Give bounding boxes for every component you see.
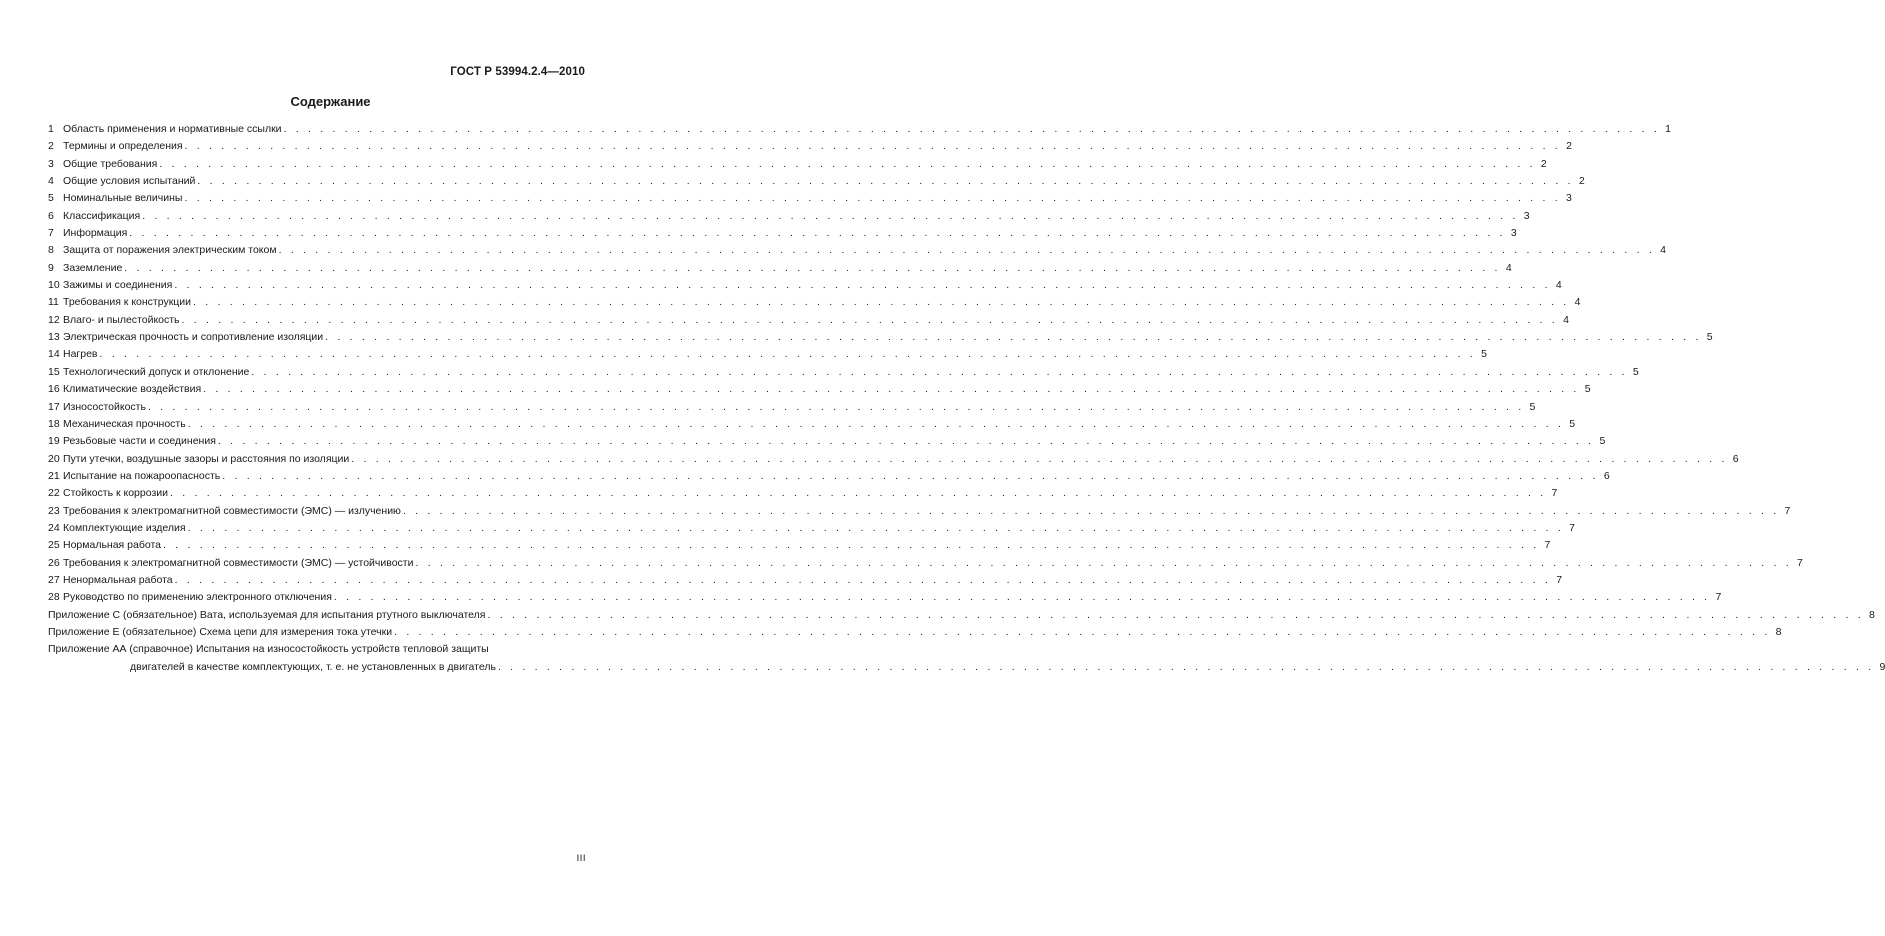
toc-entry-label: Нагрев	[63, 348, 98, 361]
toc-entry-9[interactable]	[48, 260, 1512, 277]
toc-entry-8[interactable]	[48, 242, 1666, 259]
toc-entry-label: Резьбовые части и соединения	[63, 435, 216, 448]
toc-entry-22[interactable]	[48, 485, 1558, 502]
toc-entry-1[interactable]	[48, 121, 1671, 138]
toc-entry-page: 5	[1481, 348, 1487, 361]
toc-entry-label: Информация	[63, 227, 128, 240]
toc-entry-11[interactable]	[48, 294, 1581, 311]
toc-annex-aa[interactable]	[48, 641, 585, 658]
toc-entry-label: Защита от поражения электрическим током	[63, 244, 277, 257]
toc-entry-label: Номинальные величины	[63, 192, 183, 205]
toc-entry-number: 9	[48, 261, 54, 274]
toc-entry-21[interactable]	[48, 468, 1610, 485]
toc-entry-page: 7	[1544, 539, 1551, 552]
toc-entry-number: 5	[48, 192, 54, 205]
toc-entry-label: Износостойкость	[63, 400, 146, 413]
toc-entry-number: 4	[48, 175, 54, 188]
dot-leader	[180, 312, 1561, 329]
toc-entry-number: 10	[48, 279, 60, 292]
dot-leader	[168, 485, 1549, 502]
toc-entry-number: 21	[48, 469, 60, 482]
toc-entry-19[interactable]	[48, 433, 1606, 450]
toc-entry-number: 23	[48, 504, 60, 517]
toc-annex-page: 9	[1879, 660, 1885, 673]
toc-entry-4[interactable]	[48, 173, 1585, 190]
toc-annex-label: Приложение С (обязательное) Вата, используемая для испытания ртутного выключателя	[48, 608, 486, 621]
toc-entry-10[interactable]	[48, 277, 1562, 294]
toc-entry-3[interactable]	[48, 156, 1547, 173]
dot-leader	[173, 572, 1554, 589]
toc-entry-number: 14	[48, 348, 60, 361]
dot-leader	[349, 451, 1730, 468]
toc-entry-number: 19	[48, 435, 60, 448]
toc-entry-label: Комплектующие изделия	[63, 521, 186, 534]
toc-entry-25[interactable]	[48, 537, 1551, 554]
toc-entry-page: 3	[1566, 192, 1572, 205]
toc-annex-label: Приложение Е (обязательное) Схема цепи для измерения тока утечки	[48, 625, 393, 638]
toc-entry-number: 1	[48, 123, 54, 135]
toc-annex-label-line1: Приложение АА (справочное) Испытания на износостойкость устройств тепловой защиты	[48, 643, 489, 656]
dot-leader	[201, 381, 1582, 398]
toc-entry-number: 7	[48, 227, 54, 240]
toc-entry-number: 26	[48, 556, 60, 569]
toc-entry-number: 12	[48, 313, 60, 326]
dot-leader	[216, 433, 1597, 450]
toc-entry-page: 5	[1599, 435, 1606, 448]
toc-annex-e[interactable]	[48, 624, 1782, 641]
toc-entry-label: Механическая прочность	[63, 417, 186, 430]
dot-leader	[157, 156, 1538, 173]
toc-entry-label: Стойкость к коррозии	[63, 487, 168, 500]
toc-entry-number: 13	[48, 331, 60, 344]
toc-entry-label: Электрическая прочность и сопротивление изоляции	[63, 331, 324, 344]
toc-entry-number: 8	[48, 244, 54, 257]
dot-leader	[195, 173, 1576, 190]
dot-leader	[182, 190, 1563, 207]
toc-entry-7[interactable]	[48, 225, 1517, 242]
toc-entry-label: Испытание на пожароопасность	[63, 469, 221, 482]
toc-entry-page: 7	[1784, 504, 1791, 517]
toc-entry-page: 2	[1540, 157, 1547, 170]
toc-entry-page: 4	[1555, 279, 1562, 292]
toc-entry-label: Пути утечки, воздушные зазоры и расстояния по изоляции	[63, 452, 350, 465]
dot-leader	[401, 503, 1782, 520]
dot-leader	[191, 294, 1572, 311]
toc-entry-label: Климатические воздействия	[63, 383, 202, 396]
toc-entry-label: Руководство по применению электронного отключения	[63, 591, 332, 604]
dot-leader	[496, 659, 1877, 676]
toc-entry-label: Технологический допуск и отклонение	[63, 365, 250, 378]
toc-entry-number: 17	[48, 400, 60, 413]
toc-entry-label: Классификация	[63, 209, 141, 222]
toc-entry-15[interactable]	[48, 364, 1639, 381]
dot-leader	[282, 121, 1663, 138]
toc-entry-page: 7	[1797, 556, 1803, 569]
toc-entry-page: 5	[1584, 383, 1591, 396]
toc-entry-number: 24	[48, 521, 60, 534]
dot-leader	[140, 208, 1521, 225]
dot-leader	[186, 416, 1567, 433]
toc-entry-number: 27	[48, 573, 60, 586]
toc-entry-label: Ненормальная работа	[63, 573, 173, 586]
toc-entry-27[interactable]	[48, 572, 1563, 589]
dot-leader	[122, 260, 1503, 277]
toc-entry-13[interactable]	[48, 329, 1713, 346]
toc-entry-label: Общие требования	[63, 157, 158, 170]
toc-annex-aa-continued[interactable]	[48, 659, 1885, 676]
dot-leader	[146, 399, 1527, 416]
dot-leader	[486, 607, 1867, 624]
toc-entry-page: 7	[1556, 573, 1563, 586]
dot-leader	[277, 242, 1658, 259]
toc-entry-number: 11	[48, 296, 59, 309]
toc-entry-number: 18	[48, 417, 60, 430]
toc-entry-page: 3	[1510, 227, 1517, 240]
toc-entry-24[interactable]	[48, 520, 1575, 537]
toc-entry-28[interactable]	[48, 589, 1722, 606]
toc-entry-label: Зажимы и соединения	[63, 279, 173, 292]
toc-entry-page: 3	[1523, 209, 1530, 222]
toc-entry-17[interactable]	[48, 399, 1536, 416]
toc-entry-page: 4	[1505, 261, 1512, 274]
toc-entry-label: Общие условия испытаний	[63, 175, 196, 188]
toc-entry-18[interactable]	[48, 416, 1576, 433]
toc-entry-page: 5	[1529, 400, 1536, 413]
dot-leader	[220, 468, 1601, 485]
toc-entry-page: 7	[1551, 487, 1558, 500]
dot-leader	[183, 138, 1564, 155]
toc-annex-page: 8	[1869, 608, 1875, 621]
toc-entry-label: Требования к электромагнитной совместимости (ЭМС) — устойчивости	[63, 556, 414, 569]
dot-leader	[98, 346, 1479, 363]
document-code: ГОСТ Р 53994.2.4—2010	[450, 66, 585, 78]
toc-annex-label-line2: двигателей в качестве комплектующих, т. е. не установленных в двигатель	[130, 660, 496, 673]
toc-entry-page: 1	[1665, 123, 1671, 135]
toc-entry-number: 3	[48, 157, 54, 170]
dot-leader	[332, 589, 1713, 606]
toc-entry-page: 2	[1578, 175, 1585, 188]
toc-title: Содержание	[290, 94, 371, 109]
toc-entry-number: 22	[48, 487, 60, 500]
toc-annex-c[interactable]	[48, 607, 1875, 624]
toc-entry-page: 7	[1715, 591, 1722, 604]
toc-entry-label: Термины и определения	[63, 140, 183, 153]
dot-leader	[413, 555, 1794, 572]
table-of-contents	[48, 121, 1885, 676]
toc-entry-page: 5	[1569, 417, 1576, 430]
toc-entry-6[interactable]	[48, 208, 1530, 225]
toc-entry-23[interactable]	[48, 503, 1791, 520]
toc-entry-number: 28	[48, 591, 60, 604]
dot-leader	[161, 537, 1542, 554]
dot-leader	[186, 520, 1567, 537]
dot-leader	[323, 329, 1704, 346]
toc-entry-number: 25	[48, 539, 60, 552]
toc-entry-label: Нормальная работа	[63, 539, 161, 552]
dot-leader	[127, 225, 1508, 242]
toc-entry-label: Требования к конструкции	[63, 296, 192, 309]
toc-entry-20[interactable]	[48, 451, 1739, 468]
toc-annex-page: 8	[1775, 625, 1782, 638]
toc-entry-page: 6	[1732, 452, 1739, 465]
toc-entry-page: 4	[1660, 244, 1666, 257]
toc-entry-page: 2	[1566, 140, 1572, 153]
dot-leader	[249, 364, 1630, 381]
toc-entry-page: 5	[1706, 331, 1713, 344]
toc-entry-number: 2	[48, 140, 54, 153]
toc-entry-2[interactable]	[48, 138, 1572, 155]
toc-entry-page: 7	[1569, 521, 1575, 534]
toc-entry-number: 15	[48, 365, 60, 378]
toc-entry-26[interactable]	[48, 555, 1803, 572]
toc-entry-12[interactable]	[48, 312, 1569, 329]
toc-entry-page: 6	[1603, 469, 1610, 482]
toc-entry-page: 4	[1574, 296, 1581, 309]
toc-entry-label: Заземление	[63, 261, 123, 274]
toc-entry-label: Требования к электромагнитной совместимости (ЭМС) — излучению	[63, 504, 401, 517]
toc-entry-number: 16	[48, 383, 60, 396]
toc-entry-5[interactable]	[48, 190, 1572, 207]
toc-entry-16[interactable]	[48, 381, 1591, 398]
toc-entry-number: 20	[48, 452, 60, 465]
page-number: III	[576, 853, 586, 864]
toc-entry-page: 5	[1632, 365, 1639, 378]
dot-leader	[172, 277, 1553, 294]
toc-entry-label: Область применения и нормативные ссылки	[63, 123, 282, 135]
toc-entry-14[interactable]	[48, 346, 1487, 363]
toc-entry-page: 4	[1563, 313, 1569, 326]
toc-entry-label: Влаго- и пылестойкость	[63, 313, 180, 326]
toc-entry-number: 6	[48, 209, 54, 222]
dot-leader	[392, 624, 1773, 641]
